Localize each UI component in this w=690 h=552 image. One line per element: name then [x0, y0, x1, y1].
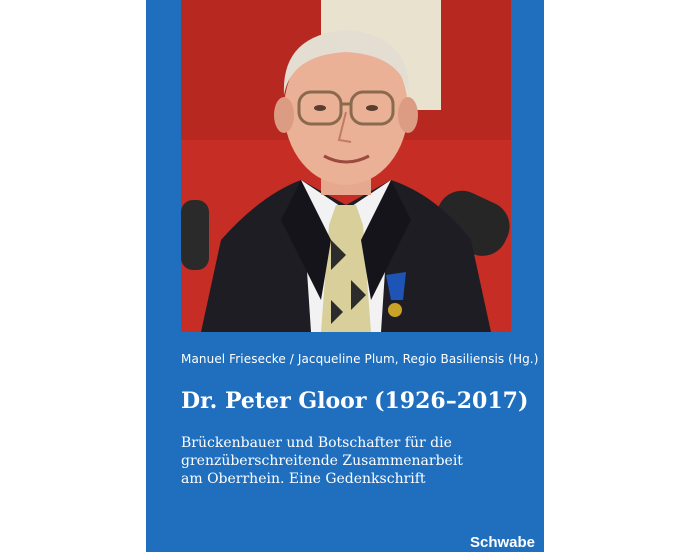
portrait-illustration — [181, 0, 511, 332]
book-authors: Manuel Friesecke / Jacqueline Plum, Regio Basiliensis (Hg.) — [181, 352, 539, 366]
portrait-photo — [181, 0, 511, 332]
book-cover — [146, 0, 544, 552]
subtitle-line-2: grenzüberschreitende Zusammenarbeit — [181, 453, 463, 469]
subtitle-line-3: am Oberrhein. Eine Gedenkschrift — [181, 471, 426, 487]
publisher-logo: Schwabe — [470, 534, 536, 551]
book-subtitle — [181, 434, 521, 488]
book-title: Dr. Peter Gloor (1926–2017) — [181, 388, 529, 414]
subtitle-line-1: Brückenbauer und Botschafter für die — [181, 435, 452, 451]
